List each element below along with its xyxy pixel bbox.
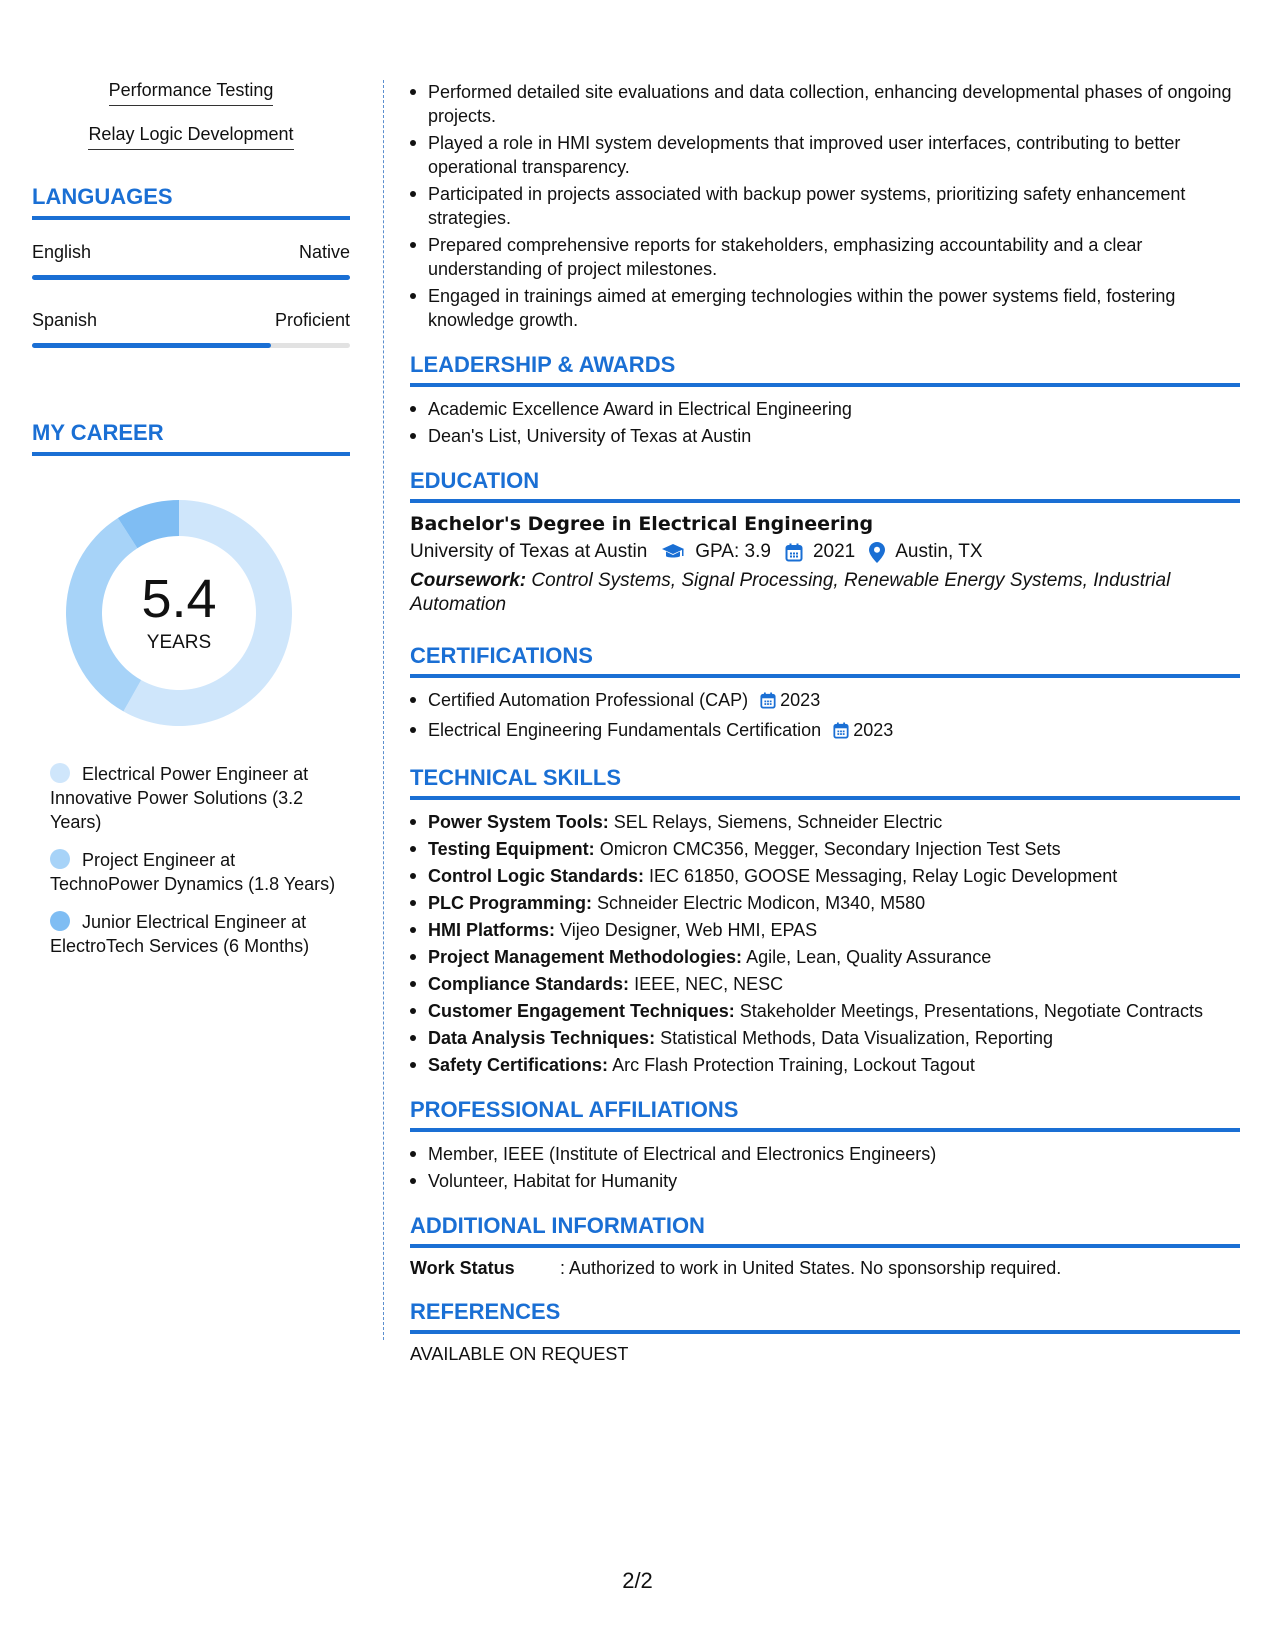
references-heading: REFERENCES [410,1299,1240,1334]
skill-tag: Performance Testing [32,80,350,106]
graduation-cap-icon [661,543,685,561]
list-item: Performed detailed site evaluations and data collection, enhancing developmental phases of ongoing projects. [410,80,1240,128]
list-item: Volunteer, Habitat for Humanity [410,1169,1240,1193]
calendar-icon [785,543,803,562]
list-item: Participated in projects associated with backup power systems, prioritizing safety enhancement strategies. [410,182,1240,230]
list-item: Engaged in trainings aimed at emerging technologies within the power systems field, fostering knowledge growth. [410,284,1240,332]
skill-tag: Relay Logic Development [32,124,350,150]
leadership-list [410,397,1240,448]
page-number: 2/2 [622,1568,653,1593]
language-spanish [32,310,350,348]
experience-bullets [410,80,1240,332]
affiliations-heading: PROFESSIONAL AFFILIATIONS [410,1097,1240,1132]
education-coursework: Coursework: Control Systems, Signal Processing, Renewable Energy Systems, Industrial Automation [410,570,1171,615]
career-donut-chart [66,500,292,726]
career-unit: YEARS [146,632,212,653]
list-item: PLC Programming: Schneider Electric Modicon, M340, M580 [410,891,1240,915]
language-bar-fill [32,275,350,280]
language-level: Native [298,242,350,262]
location-pin-icon [869,542,885,563]
list-item: Dean's List, University of Texas at Austin [410,424,1240,448]
career-heading: MY CAREER [32,420,350,456]
list-item: Compliance Standards: IEEE, NEC, NESC [410,972,1240,996]
list-item: Certified Automation Professional (CAP) 2023 [410,688,1240,715]
career-legend-item: Junior Electrical Engineer at ElectroTech Services (6 Months) [50,912,310,956]
language-name: Spanish [32,310,98,330]
list-item: Electrical Engineering Fundamentals Certification 2023 [410,718,1240,745]
language-bar [32,343,350,348]
list-item: Testing Equipment: Omicron CMC356, Megger, Secondary Injection Test Sets [410,837,1240,861]
language-english [32,242,350,280]
language-bar [32,275,350,280]
work-status-value: : Authorized to work in United States. No sponsorship required. [560,1258,1062,1278]
list-item: Control Logic Standards: IEC 61850, GOOSE Messaging, Relay Logic Development [410,864,1240,888]
legend-dot [50,849,70,869]
languages-heading: LANGUAGES [32,184,350,220]
career-total: 5.4 [141,569,217,629]
education-details [410,541,1240,563]
list-item: Member, IEEE (Institute of Electrical and Electronics Engineers) [410,1142,1240,1166]
career-legend [50,762,340,958]
list-item: Played a role in HMI system developments that improved user interfaces, contributing to better operational transparency. [410,131,1240,179]
column-divider [383,80,384,1340]
affiliations-list [410,1142,1240,1193]
list-item: Power System Tools: SEL Relays, Siemens, Schneider Electric [410,810,1240,834]
education-heading: EDUCATION [410,468,1240,503]
list-item: Academic Excellence Award in Electrical Engineering [410,397,1240,421]
list-item: HMI Platforms: Vijeo Designer, Web HMI, EPAS [410,918,1240,942]
education-school: University of Texas at Austin [410,541,648,562]
main-content [410,80,1240,1365]
list-item: Data Analysis Techniques: Statistical Methods, Data Visualization, Reporting [410,1026,1240,1050]
career-legend-item: Electrical Power Engineer at Innovative Power Solutions (3.2 Years) [50,764,309,832]
legend-dot [50,911,70,931]
language-bar-fill [32,343,271,348]
technical-skills-heading: TECHNICAL SKILLS [410,765,1240,800]
work-status-row [410,1258,1240,1279]
references-text: AVAILABLE ON REQUEST [410,1344,629,1364]
education-location: Austin, TX [895,541,983,562]
education-year: 2021 [812,541,856,562]
list-item: Safety Certifications: Arc Flash Protection Training, Lockout Tagout [410,1053,1240,1077]
language-level: Proficient [274,310,350,330]
sidebar [32,80,350,972]
education-gpa: GPA: 3.9 [695,541,771,562]
leadership-heading: LEADERSHIP & AWARDS [410,352,1240,387]
legend-dot [50,763,70,783]
calendar-icon [833,721,849,745]
certifications-list [410,688,1240,745]
career-legend-item: Project Engineer at TechnoPower Dynamics (1.8 Years) [50,850,336,894]
education-degree: Bachelor's Degree in Electrical Engineering [410,513,874,535]
list-item: Prepared comprehensive reports for stakeholders, emphasizing accountability and a clear understanding of project milestones. [410,233,1240,281]
list-item: Project Management Methodologies: Agile, Lean, Quality Assurance [410,945,1240,969]
certifications-heading: CERTIFICATIONS [410,643,1240,678]
technical-skills-list [410,810,1240,1077]
additional-info-heading: ADDITIONAL INFORMATION [410,1213,1240,1248]
language-name: English [32,242,92,262]
work-status-label: Work Status [410,1258,515,1278]
list-item: Customer Engagement Techniques: Stakeholder Meetings, Presentations, Negotiate Contracts [410,999,1240,1023]
calendar-icon [760,691,776,715]
